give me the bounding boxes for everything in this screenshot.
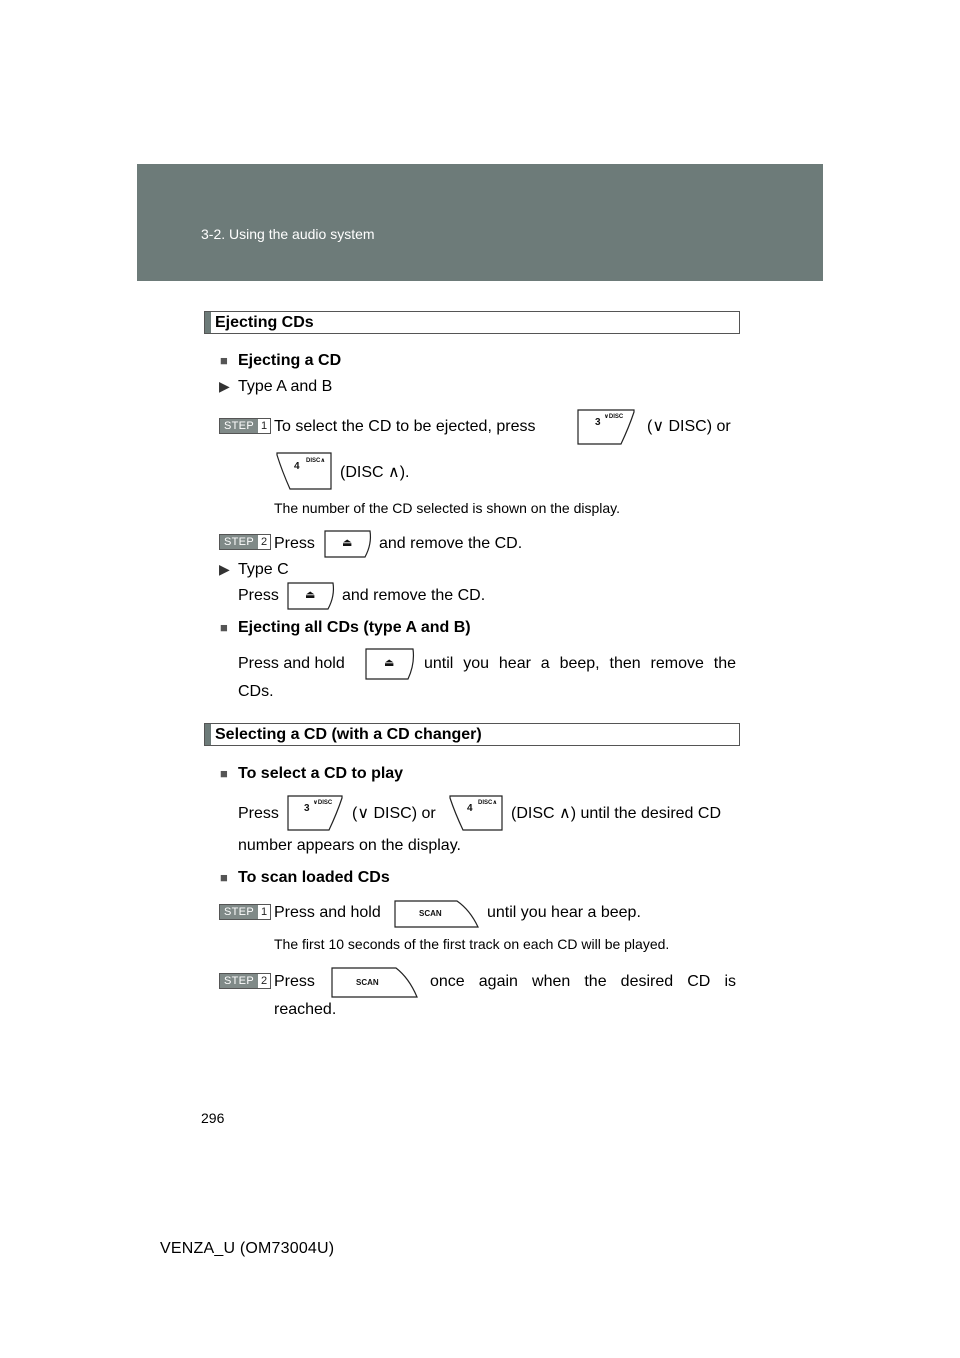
disc-up-button[interactable]: 4 DISC∧	[276, 452, 332, 490]
eject-button[interactable]	[324, 530, 372, 558]
triangle-bullet-icon: ▶	[219, 561, 230, 577]
page-number: 296	[201, 1110, 225, 1126]
step-2-badge: STEP 2	[219, 534, 271, 550]
type-c-label: Type C	[238, 561, 289, 578]
select-text-mid: (∨ DISC) or	[352, 805, 436, 822]
square-bullet-icon: ■	[220, 766, 228, 781]
step-1-text-post: (DISC ∧).	[340, 464, 410, 481]
section-header-ejecting	[204, 311, 740, 334]
step-2-text: Press	[274, 535, 315, 552]
triangle-bullet-icon: ▶	[219, 378, 230, 394]
section-header-bar	[205, 724, 211, 745]
step-2-badge: STEP 2	[219, 973, 271, 989]
select-text-post: (DISC ∧) until the desired CD	[511, 805, 721, 822]
section-header-bar	[205, 312, 211, 333]
hold-text-end: CDs.	[238, 683, 274, 700]
section-title: Ejecting CDs	[215, 314, 314, 331]
step-1-text-mid: (∨ DISC) or	[647, 418, 731, 435]
type-c-text-post: and remove the CD.	[342, 587, 486, 604]
select-text: Press	[238, 805, 279, 822]
step-1-note: The number of the CD selected is shown on the display.	[274, 500, 621, 516]
scan-step-2-end: reached.	[274, 1001, 337, 1018]
scan-step-1-post: until you hear a beep.	[487, 904, 641, 921]
type-ab-label: Type A and B	[238, 378, 333, 395]
subheading-ejecting-all: Ejecting all CDs (type A and B)	[238, 619, 471, 636]
subheading-scan: To scan loaded CDs	[238, 869, 390, 886]
square-bullet-icon: ■	[220, 870, 228, 885]
scan-step-2-post: once again when the desired CD is	[430, 973, 736, 990]
eject-icon: ⏏	[305, 589, 316, 601]
hold-text-post: until you hear a beep, then remove the	[424, 655, 736, 672]
eject-button[interactable]	[287, 582, 335, 610]
scan-step-2-text: Press	[274, 973, 315, 990]
disc-down-button[interactable]: 3 ∨DISC	[287, 795, 343, 831]
header-band	[137, 164, 823, 281]
eject-icon: ⏏	[342, 537, 353, 549]
scan-button[interactable]: SCAN	[331, 967, 419, 998]
model-code: VENZA_U (OM73004U)	[160, 1240, 335, 1257]
step-1-badge: STEP 1	[219, 904, 271, 920]
scan-button[interactable]: SCAN	[394, 900, 480, 928]
disc-down-button[interactable]: 3 ∨DISC	[577, 409, 635, 445]
eject-icon: ⏏	[384, 657, 395, 669]
hold-text: Press and hold	[238, 655, 345, 672]
select-text-end: number appears on the display.	[238, 837, 461, 854]
section-title: Selecting a CD (with a CD changer)	[215, 726, 482, 743]
square-bullet-icon: ■	[220, 353, 228, 368]
step-2-text-post: and remove the CD.	[379, 535, 523, 552]
scan-step-1-note: The first 10 seconds of the first track on each CD will be played.	[274, 936, 670, 952]
disc-up-button[interactable]: 4 DISC∧	[449, 795, 503, 831]
type-c-text: Press	[238, 587, 279, 604]
step-1-badge: STEP 1	[219, 418, 271, 434]
section-header-selecting	[204, 723, 740, 746]
square-bullet-icon: ■	[220, 620, 228, 635]
breadcrumb: 3-2. Using the audio system	[201, 226, 375, 242]
step-1-text: To select the CD to be ejected, press	[274, 418, 536, 435]
subheading-select-cd: To select a CD to play	[238, 765, 404, 782]
subheading-ejecting-cd: Ejecting a CD	[238, 352, 342, 369]
scan-step-1-text: Press and hold	[274, 904, 381, 921]
eject-button[interactable]	[365, 648, 415, 680]
